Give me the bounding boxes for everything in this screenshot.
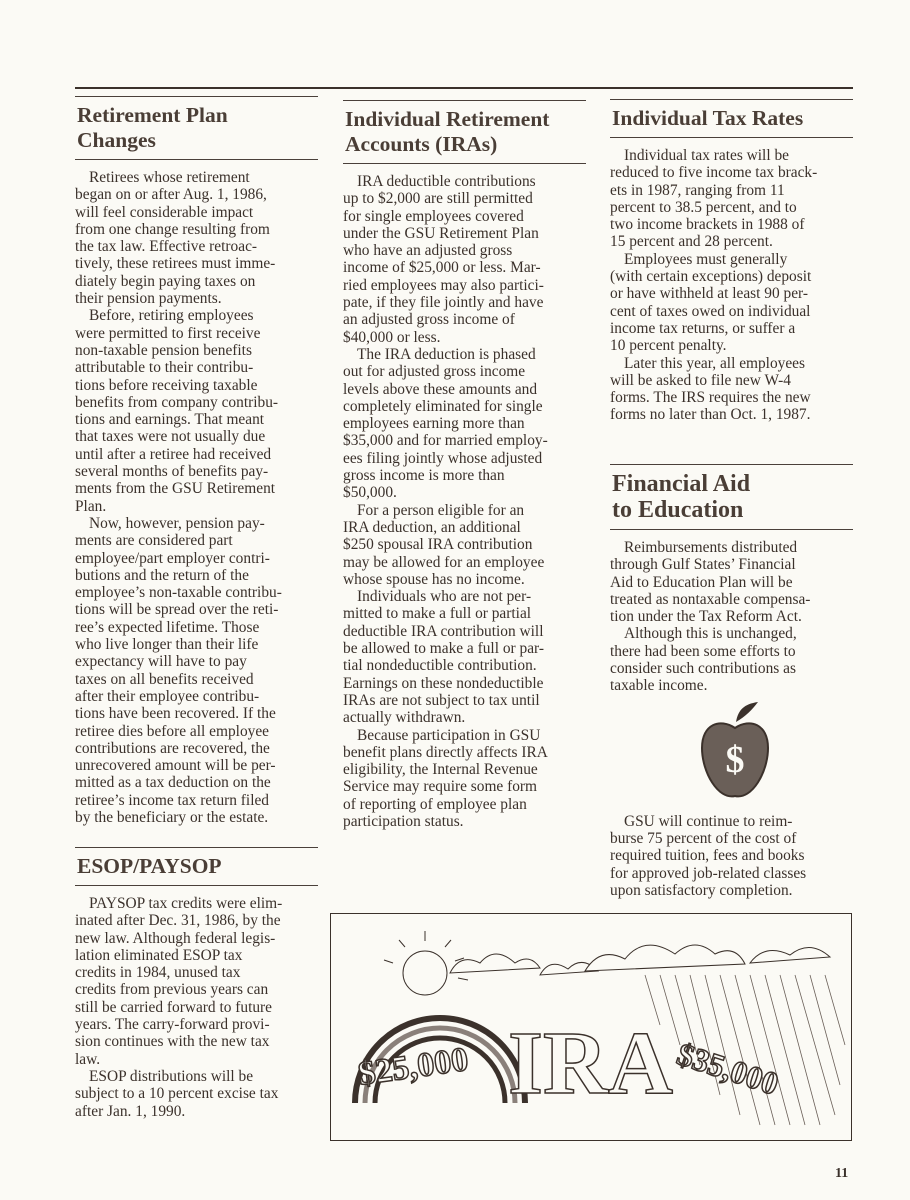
text-line: began on or after Aug. 1, 1986, <box>75 186 267 204</box>
text-line: contributions are recovered, the <box>75 739 270 757</box>
ira-block-letters: IRA <box>508 1014 674 1113</box>
sun <box>384 931 468 995</box>
text-line: or have withheld at least 90 per- <box>610 285 808 303</box>
section-heading <box>77 103 318 153</box>
text-line: (with certain exceptions) deposit <box>610 268 812 286</box>
text-line: butions and the return of the <box>75 566 249 584</box>
text-line: may be allowed for an employee <box>343 553 545 571</box>
text-line: attributable to their contribu- <box>75 359 254 377</box>
text-line: ees filing jointly whose adjusted <box>343 449 543 467</box>
text-line: $50,000. <box>343 484 397 502</box>
text-line: Reimbursements distributed <box>624 539 798 556</box>
text-line: will be asked to file new W-4 <box>610 371 791 389</box>
text-line: until after a retiree had received <box>75 445 272 463</box>
ira-illustration <box>330 913 852 1141</box>
text-line: $250 spousal IRA contribution <box>343 536 533 554</box>
paragraph <box>343 727 586 831</box>
text-line: income of $25,000 or less. Mar- <box>343 259 541 277</box>
clouds <box>450 945 830 975</box>
paragraph <box>343 173 586 346</box>
text-line: income tax returns, or suffer a <box>610 319 796 337</box>
text-line: for approved job-related classes <box>610 864 807 882</box>
text-line: $40,000 or less. <box>343 328 441 346</box>
text-line: be allowed to make a full or par- <box>343 640 544 658</box>
heading-line: Individual Tax Rates <box>612 106 804 130</box>
text-line: Employees must generally <box>624 250 788 268</box>
text-line: actually withdrawn. <box>343 709 466 727</box>
text-line: retiree’s income tax return filed <box>75 791 270 809</box>
text-line: tions before receiving taxable <box>75 376 258 394</box>
paragraph <box>610 355 853 424</box>
text-line: taxable income. <box>610 677 708 695</box>
text-line: subject to a 10 percent excise tax <box>75 1085 279 1103</box>
article-financial-aid-to-education <box>610 464 853 899</box>
text-line: benefits from company contribu- <box>75 393 279 411</box>
text-line: deductible IRA contribution will <box>343 622 544 640</box>
text-line: ments from the GSU Retirement <box>75 480 276 498</box>
text-line: lation eliminated ESOP tax <box>75 946 243 964</box>
section-rule <box>343 163 586 164</box>
article-body <box>610 147 853 424</box>
text-line: Because participation in GSU <box>357 726 541 744</box>
text-line: whose spouse has no income. <box>343 570 525 588</box>
paragraph <box>610 625 853 694</box>
text-line: after their employee contribu- <box>75 687 260 705</box>
text-line: law. <box>75 1050 101 1068</box>
text-line: The IRA deduction is phased <box>357 345 536 363</box>
text-line: ree’s expected lifetime. Those <box>75 618 260 636</box>
text-line: required tuition, fees and books <box>610 847 805 865</box>
section-rule <box>610 464 853 465</box>
text-line: ets in 1987, ranging from 11 <box>610 181 785 199</box>
section-heading <box>77 854 318 879</box>
paragraph <box>75 1068 318 1120</box>
heading-line: Accounts (IRAs) <box>345 132 498 156</box>
text-line: non-taxable pension benefits <box>75 341 252 359</box>
text-line: unrecovered amount will be per- <box>75 757 276 775</box>
text-line: Individual tax rates will be <box>624 147 789 164</box>
amount-left: $25,000 <box>355 1040 471 1093</box>
text-line: the tax law. Effective retroac- <box>75 238 258 256</box>
dollar-sign: $ <box>725 739 745 781</box>
text-line: IRA deduction, an additional <box>343 518 521 536</box>
text-line: who live longer than their life <box>75 636 259 654</box>
text-line: credits from previous years can <box>75 981 269 999</box>
paragraph <box>75 307 318 515</box>
page-number: 11 <box>835 1166 849 1181</box>
text-line: percent to 38.5 percent, and to <box>610 198 797 216</box>
paragraph <box>75 895 318 1068</box>
section-heading <box>612 471 853 523</box>
text-line: tial nondeductible contribution. <box>343 657 537 675</box>
text-line: levels above these amounts and <box>343 380 538 398</box>
text-line: will feel considerable impact <box>75 203 254 221</box>
text-line: that taxes were not usually due <box>75 428 266 446</box>
section-heading <box>612 106 853 131</box>
text-line: up to $2,000 are still permitted <box>343 190 533 208</box>
article-esop-paysop <box>75 847 318 1120</box>
text-line: Aid to Education Plan will be <box>610 573 793 591</box>
text-line: after Jan. 1, 1990. <box>75 1102 186 1120</box>
text-line: mitted to make a full or partial <box>343 605 532 623</box>
text-line: participation status. <box>343 812 464 830</box>
text-line: years. The carry-forward provi- <box>75 1016 270 1034</box>
text-line: who have an adjusted gross <box>343 242 513 260</box>
section-rule <box>75 885 318 886</box>
apple-dollar-illustration <box>700 700 770 805</box>
paragraph <box>75 169 318 307</box>
text-line: of reporting of employee plan <box>343 795 527 813</box>
text-line: diately begin paying taxes on <box>75 272 256 290</box>
text-line: consider such contributions as <box>610 660 796 678</box>
text-line: $35,000 and for married employ- <box>343 432 548 450</box>
text-line: ried employees may also partici- <box>343 276 544 294</box>
section-rule <box>75 159 318 160</box>
heading-line: Financial Aid <box>612 471 751 497</box>
paragraph <box>610 147 853 251</box>
text-line: an adjusted gross income of <box>343 311 515 329</box>
article-individual-tax-rates <box>610 99 853 424</box>
text-line: tions have been recovered. If the <box>75 705 276 723</box>
text-line: upon satisfactory completion. <box>610 881 793 899</box>
text-line: IRA deductible contributions <box>357 173 536 190</box>
text-line: taxes on all benefits received <box>75 670 254 688</box>
paragraph <box>343 502 586 588</box>
text-line: Before, retiring employees <box>89 307 254 325</box>
text-line: pate, if they file jointly and have <box>343 294 544 312</box>
text-line: reduced to five income tax brack- <box>610 164 818 182</box>
text-line: Retirees whose retirement <box>89 169 250 186</box>
section-rule <box>75 847 318 848</box>
text-line: PAYSOP tax credits were elim- <box>89 895 283 912</box>
section-rule <box>610 137 853 138</box>
text-line: there had been some efforts to <box>610 642 796 660</box>
text-line: employee/part employer contri- <box>75 549 270 567</box>
article-body <box>75 169 318 826</box>
text-line: Individuals who are not per- <box>357 588 532 606</box>
text-line: 15 percent and 28 percent. <box>610 233 773 251</box>
heading-line: ESOP/PAYSOP <box>77 854 222 878</box>
text-line: eligibility, the Internal Revenue <box>343 761 538 779</box>
article-retirement-plan-changes <box>75 96 318 826</box>
text-line: ments are considered part <box>75 532 233 550</box>
text-line: mitted as a tax deduction on the <box>75 774 271 792</box>
text-line: ESOP distributions will be <box>89 1067 254 1085</box>
article-body <box>343 173 586 830</box>
top-rule <box>75 87 853 89</box>
amount-right: $35,000 <box>672 1035 783 1102</box>
text-line: Now, however, pension pay- <box>89 514 265 532</box>
paragraph <box>75 515 318 826</box>
text-line: two income brackets in 1988 of <box>610 216 805 234</box>
text-line: IRAs are not subject to tax until <box>343 691 540 709</box>
section-heading <box>345 107 586 157</box>
heading-line: Changes <box>77 128 156 152</box>
text-line: sion continues with the new tax <box>75 1033 270 1051</box>
text-line: out for adjusted gross income <box>343 363 526 381</box>
article-body <box>75 895 318 1120</box>
text-line: by the beneficiary or the estate. <box>75 808 269 826</box>
heading-line: to Education <box>612 497 744 523</box>
text-line: Earnings on these nondeductible <box>343 674 544 692</box>
heading-line: Retirement Plan <box>77 103 228 127</box>
paragraph <box>343 588 586 726</box>
paragraph <box>343 346 586 502</box>
text-line: benefit plans directly affects IRA <box>343 743 548 761</box>
text-line: employee’s non-taxable contribu- <box>75 584 282 602</box>
text-line: retiree dies before all employee <box>75 722 269 740</box>
text-line: still be carried forward to future <box>75 998 273 1016</box>
text-line: through Gulf States’ Financial <box>610 556 796 574</box>
text-line: for single employees covered <box>343 207 524 225</box>
text-line: burse 75 percent of the cost of <box>610 829 797 847</box>
text-line: forms. The IRS requires the new <box>610 389 811 407</box>
text-line: tions and earnings. That meant <box>75 411 265 429</box>
paragraph <box>610 813 853 899</box>
text-line: completely eliminated for single <box>343 397 543 415</box>
text-line: inated after Dec. 31, 1986, by the <box>75 912 281 930</box>
section-rule <box>75 96 318 97</box>
text-line: cent of taxes owed on individual <box>610 302 811 320</box>
text-line: under the GSU Retirement Plan <box>343 224 539 242</box>
section-rule <box>343 100 586 101</box>
text-line: expectancy will have to pay <box>75 653 247 671</box>
text-line: were permitted to first receive <box>75 324 261 342</box>
article-individual-retirement-accounts <box>343 100 586 830</box>
text-line: several months of benefits pay- <box>75 463 269 481</box>
text-line: tion under the Tax Reform Act. <box>610 608 802 626</box>
text-line: credits in 1984, unused tax <box>75 964 241 982</box>
text-line: Service may require some form <box>343 778 538 796</box>
text-line: new law. Although federal legis- <box>75 929 276 947</box>
apple-leaf <box>736 702 758 722</box>
text-line: tively, these retirees must imme- <box>75 255 276 273</box>
text-line: from one change resulting from <box>75 220 270 238</box>
text-line: treated as nontaxable compensa- <box>610 590 811 608</box>
section-rule <box>610 99 853 100</box>
paragraph <box>610 251 853 355</box>
text-line: forms no later than Oct. 1, 1987. <box>610 406 811 424</box>
text-line: employees earning more than <box>343 415 525 433</box>
text-line: Although this is unchanged, <box>624 625 797 643</box>
text-line: Later this year, all employees <box>624 354 806 372</box>
text-line: their pension payments. <box>75 290 222 308</box>
text-line: GSU will continue to reim- <box>624 812 793 830</box>
section-rule <box>610 529 853 530</box>
text-line: For a person eligible for an <box>357 501 525 519</box>
rain <box>645 975 845 1125</box>
text-line: Plan. <box>75 497 107 515</box>
text-line: tions will be spread over the reti- <box>75 601 279 619</box>
heading-line: Individual Retirement <box>345 107 550 131</box>
text-line: 10 percent penalty. <box>610 337 727 355</box>
text-line: gross income is more than <box>343 467 505 485</box>
paragraph <box>610 539 853 625</box>
